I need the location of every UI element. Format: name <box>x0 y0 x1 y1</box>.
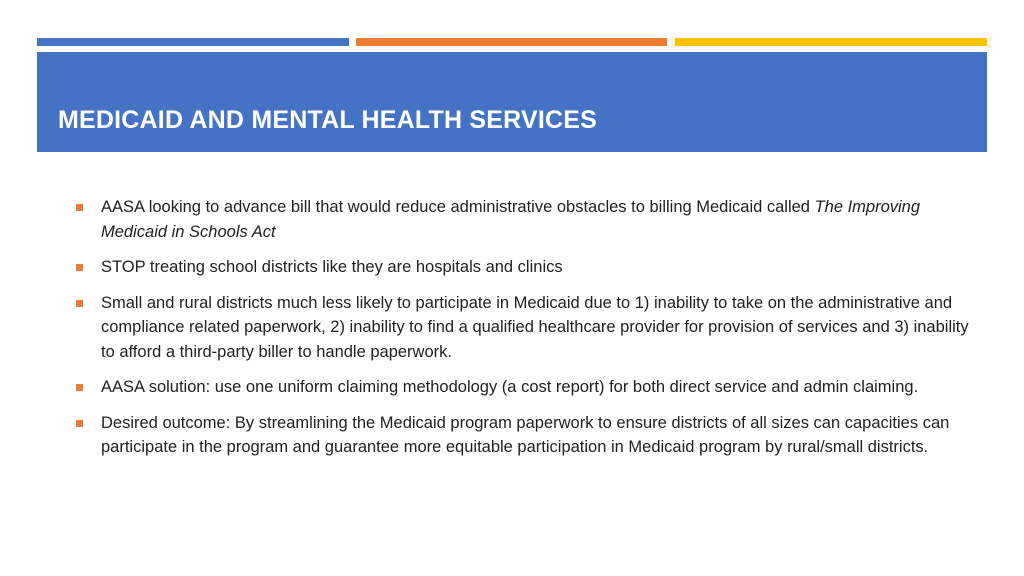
square-bullet-icon <box>76 300 83 307</box>
bullet-text: Small and rural districts much less likely to participate in Medicaid due to 1) inability to take on the administrative and compliance related paperwork, 2) inability to find a qualified healthcare provider for provision of services and 3) inability to afford a third-party biller to handle paperwork. <box>101 293 969 361</box>
bullet-item-stop <box>76 255 976 280</box>
slide-title: MEDICAID AND MENTAL HEALTH SERVICES <box>58 106 597 134</box>
bullet-text: Desired outcome: By streamlining the Medicaid program paperwork to ensure districts of all sizes can capacities can participate in the program and guarantee more equitable participation in Medicaid program by rural/small districts. <box>101 413 950 456</box>
square-bullet-icon <box>76 264 83 271</box>
bullet-item-bill <box>76 195 976 244</box>
bullet-list <box>76 195 976 471</box>
bullet-text: AASA looking to advance bill that would reduce administrative obstacles to billing Medicaid called <box>101 198 815 216</box>
title-band <box>37 52 987 152</box>
accent-bar-orange <box>356 38 667 46</box>
square-bullet-icon <box>76 204 83 211</box>
accent-bar-yellow <box>675 38 987 46</box>
square-bullet-icon <box>76 420 83 427</box>
bullet-item-outcome <box>76 411 976 460</box>
bill-name: The Improving Medicaid in Schools Act <box>101 198 921 241</box>
bullet-item-solution <box>76 375 976 400</box>
bullet-text: AASA solution: use one uniform claiming methodology (a cost report) for both direct service and admin claiming. <box>101 378 919 396</box>
square-bullet-icon <box>76 384 83 391</box>
accent-bar-blue <box>37 38 349 46</box>
bullet-text: STOP treating school districts like they are hospitals and clinics <box>101 258 563 276</box>
bullet-item-rural-districts <box>76 291 976 365</box>
